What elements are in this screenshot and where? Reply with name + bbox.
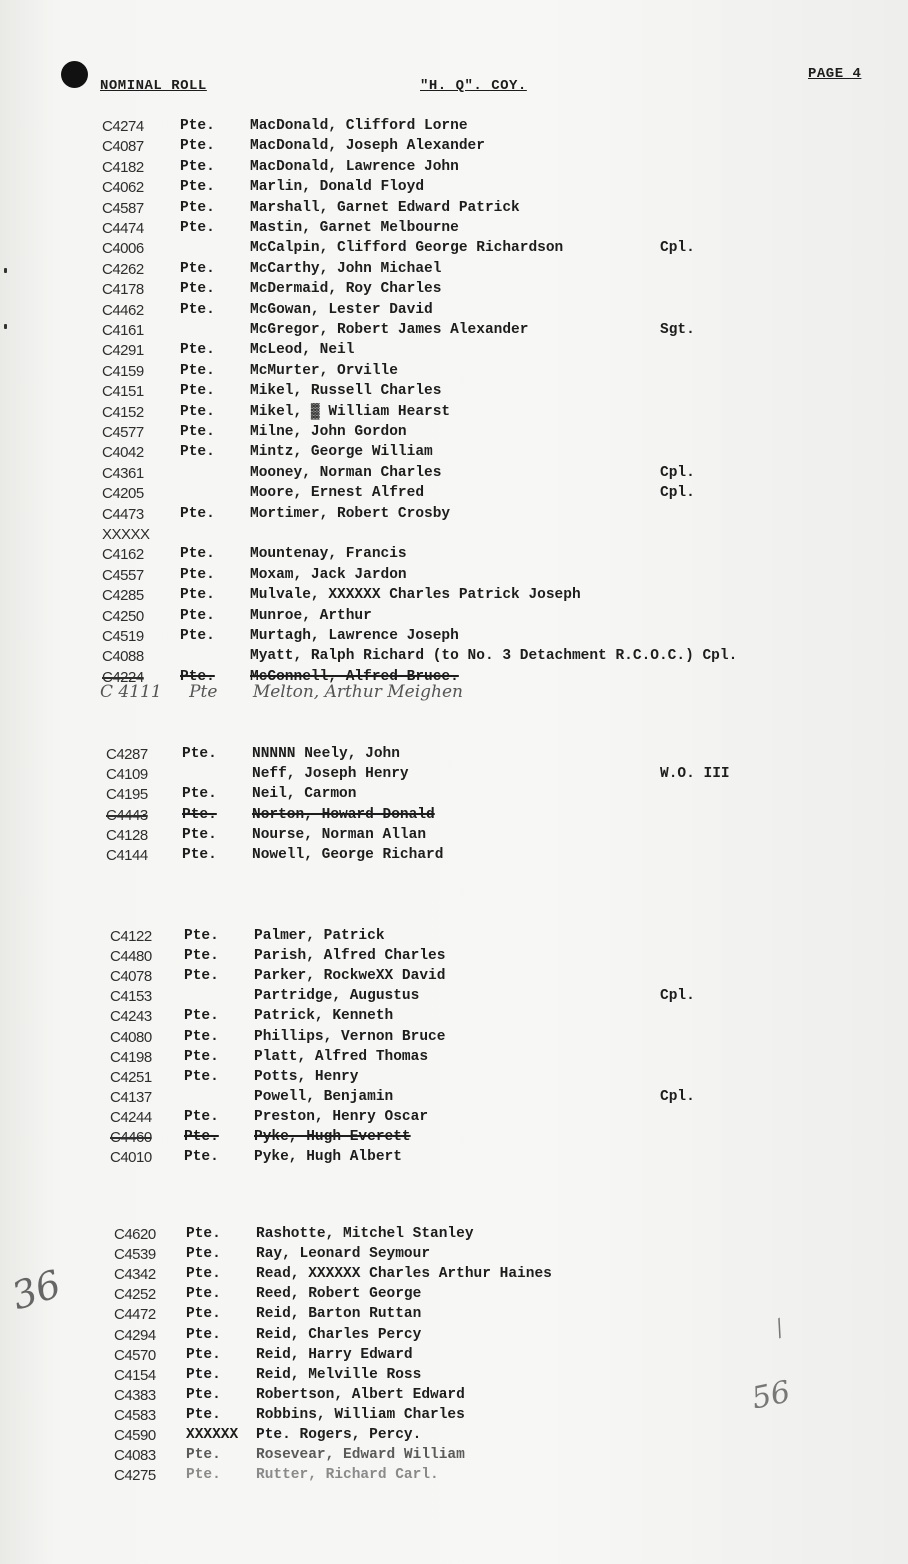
soldier-name: Mintz, George William: [250, 444, 433, 461]
service-number: C4088: [102, 648, 144, 666]
rank: Pte.: [180, 118, 215, 134]
service-number: C4557: [102, 566, 144, 584]
rank: Pte.: [186, 1467, 221, 1484]
rank: Pte.: [184, 948, 219, 965]
roll-entry: [0, 786, 908, 806]
service-number: C4539: [114, 1246, 156, 1264]
roll-entry: [0, 587, 908, 607]
service-number: C4010: [110, 1149, 152, 1167]
service-number: XXXXX: [102, 526, 150, 543]
soldier-name: Ray, Leonard Seymour: [256, 1246, 431, 1263]
rank: Pte.: [186, 1447, 221, 1464]
roll-entry: [0, 159, 908, 179]
service-number: C4154: [114, 1366, 156, 1384]
margin-mark-left: 36: [6, 1261, 66, 1319]
rank-note: Cpl.: [660, 1088, 695, 1105]
soldier-name: McCalpin, Clifford George Richardson: [250, 240, 564, 257]
roll-entry: [0, 1266, 908, 1286]
service-number: C4262: [102, 260, 144, 278]
rank: Pte.: [184, 1048, 219, 1065]
roll-entry: [0, 302, 908, 322]
rank: Pte.: [184, 928, 219, 944]
soldier-name: Mortimer, Robert Crosby: [250, 505, 451, 522]
roll-entry: [0, 847, 908, 867]
soldier-name: MacDonald, Lawrence John: [250, 158, 459, 175]
soldier-name: Mountenay, Francis: [250, 546, 407, 563]
service-number: C4473: [102, 505, 144, 523]
service-number: C4519: [102, 628, 144, 645]
service-number: C4342: [114, 1266, 156, 1284]
rank: Pte.: [186, 1246, 221, 1263]
rank: Pte.: [180, 587, 215, 604]
soldier-name: McMurter, Orville: [250, 362, 398, 379]
roll-entry: [0, 1447, 908, 1467]
soldier-name: Nowell, George Richard: [252, 847, 444, 863]
soldier-name: Palmer, Patrick: [254, 928, 385, 944]
roll-entry: [0, 766, 908, 786]
soldier-name: Nourse, Norman Allan: [252, 826, 427, 843]
roll-entry: [0, 465, 908, 485]
soldier-name: Reid, Harry Edward: [256, 1346, 413, 1363]
rank: Pte.: [184, 1129, 219, 1145]
service-number: C4587: [102, 199, 144, 217]
handwritten-rank: Pte: [189, 682, 218, 702]
service-number: C4472: [114, 1306, 156, 1324]
service-number: C4443: [106, 806, 148, 824]
soldier-name: Potts, Henry: [254, 1068, 359, 1085]
margin-mark-right: 56: [748, 1374, 794, 1417]
roll-entry: [0, 988, 908, 1008]
soldier-name: Munroe, Arthur: [250, 607, 372, 624]
roll-entry: [0, 281, 908, 301]
rank: XXXXXX: [186, 1427, 239, 1443]
roll-entry: [0, 546, 908, 566]
service-number: C4109: [106, 766, 148, 784]
roll-entry: [0, 1427, 908, 1447]
rank: Pte.: [180, 138, 215, 155]
soldier-name: McCarthy, John Michael: [250, 260, 442, 277]
roll-entry: [0, 1089, 908, 1109]
rank-note: Cpl.: [660, 240, 695, 257]
service-number: C4287: [106, 746, 148, 763]
service-number: C4182: [102, 158, 144, 176]
rank: Pte.: [186, 1406, 221, 1423]
soldier-name: Neil, Carmon: [252, 786, 357, 803]
soldier-name: Mikel, Russell Charles: [250, 383, 442, 400]
service-number: C4577: [102, 424, 144, 441]
soldier-name: Mikel, ▓ William Hearst: [250, 403, 451, 420]
roll-entry: [0, 608, 908, 628]
soldier-name: Mastin, Garnet Melbourne: [250, 220, 459, 236]
roll-entry: [0, 261, 908, 281]
rank: Pte.: [184, 1068, 219, 1085]
service-number: C4291: [102, 342, 144, 360]
rank: Pte.: [182, 786, 217, 803]
rank: Pte.: [182, 806, 217, 823]
service-number: C4620: [114, 1226, 156, 1243]
roll-entry: [0, 1246, 908, 1266]
rank: Pte.: [184, 1028, 219, 1045]
rank: Pte.: [180, 668, 215, 685]
handwritten-entry: [100, 682, 463, 702]
rank: Pte.: [186, 1306, 221, 1323]
roll-entry: [0, 444, 908, 464]
rank: Pte.: [186, 1226, 221, 1242]
service-number: C4159: [102, 362, 144, 380]
service-number: C4570: [114, 1346, 156, 1364]
rank: Pte.: [180, 199, 215, 216]
service-number: C4583: [114, 1406, 156, 1424]
soldier-name: Rutter, Richard Carl.: [256, 1467, 439, 1484]
roll-entry: [0, 1467, 908, 1487]
rank: Pte.: [184, 1008, 219, 1025]
roll-entry: [0, 1327, 908, 1347]
soldier-name: Rosevear, Edward William: [256, 1447, 465, 1464]
service-number: C4244: [110, 1108, 152, 1126]
service-number: C4462: [102, 301, 144, 319]
soldier-name: Patrick, Kenneth: [254, 1008, 394, 1025]
roll-entry: [0, 567, 908, 587]
soldier-name: Reed, Robert George: [256, 1286, 422, 1303]
roll-entry: [0, 363, 908, 383]
roll-entry: [0, 118, 908, 138]
company-label: "H. Q". COY.: [420, 78, 527, 94]
soldier-name: Preston, Henry Oscar: [254, 1108, 429, 1125]
rank-note: Cpl.: [660, 485, 695, 502]
service-number: C4294: [114, 1326, 156, 1344]
service-number: C4383: [114, 1386, 156, 1404]
rank: Pte.: [180, 220, 215, 236]
soldier-name: Powell, Benjamin: [254, 1088, 394, 1105]
roll-entry: [0, 383, 908, 403]
soldier-name: Murtagh, Lawrence Joseph: [250, 628, 459, 644]
soldier-name: Parish, Alfred Charles: [254, 948, 446, 965]
soldier-name: McLeod, Neil: [250, 342, 355, 359]
rank: Pte.: [186, 1266, 221, 1283]
service-number: C4162: [102, 546, 144, 564]
service-number: C4144: [106, 847, 148, 864]
roll-entry: [0, 485, 908, 505]
roll-entry: [0, 138, 908, 158]
rank: Pte.: [180, 383, 215, 400]
rank-note: W.O. III: [660, 766, 730, 783]
service-number: C4083: [114, 1447, 156, 1465]
service-number: C4195: [106, 786, 148, 804]
service-number: C4205: [102, 485, 144, 503]
soldier-name: Pyke, Hugh Everett: [254, 1129, 411, 1145]
roll-entry: [0, 1049, 908, 1069]
rank: Pte.: [184, 1108, 219, 1125]
handwritten-name: Melton, Arthur Meighen: [252, 682, 463, 702]
roll-entry: [0, 1149, 908, 1169]
rank: Pte.: [182, 746, 217, 762]
service-number: C4087: [102, 138, 144, 156]
roll-entry: [0, 526, 908, 546]
roll-entry: [0, 1069, 908, 1089]
service-number: C4062: [102, 179, 144, 197]
service-number: C4137: [110, 1088, 152, 1106]
service-number: C4243: [110, 1008, 152, 1026]
roll-entry: [0, 1226, 908, 1246]
roll-entry: [0, 506, 908, 526]
rank: Pte.: [180, 281, 215, 298]
rank: Pte.: [180, 505, 215, 522]
soldier-name: McGowan, Lester David: [250, 301, 433, 318]
service-number: C4480: [110, 948, 152, 966]
soldier-name: Myatt, Ralph Richard (to No. 3 Detachment R.C.O.C.) Cpl.: [250, 648, 738, 665]
roll-entry: [0, 746, 908, 766]
rank: Pte.: [186, 1366, 221, 1383]
service-number: C4250: [102, 607, 144, 625]
soldier-name: Marlin, Donald Floyd: [250, 179, 425, 196]
soldier-name: Moore, Ernest Alfred: [250, 485, 425, 502]
soldier-name: McConnell, Alfred Bruce.: [250, 668, 459, 685]
service-number: C4224: [102, 668, 144, 686]
soldier-name: Parker, RockweXX David: [254, 968, 446, 985]
service-number: C4161: [102, 322, 144, 339]
service-number: C4274: [102, 118, 144, 135]
roll-entry: [0, 628, 908, 648]
service-number: C4080: [110, 1028, 152, 1046]
soldier-name: Milne, John Gordon: [250, 424, 407, 440]
service-number: C4198: [110, 1048, 152, 1066]
service-number: C4285: [102, 587, 144, 605]
service-number: C4151: [102, 383, 144, 401]
soldier-name: McDermaid, Roy Charles: [250, 281, 442, 298]
rank: Pte.: [186, 1346, 221, 1363]
soldier-name: Mooney, Norman Charles: [250, 464, 442, 481]
soldier-name: Moxam, Jack Jardon: [250, 566, 407, 583]
rank: Pte.: [184, 968, 219, 985]
rank: Pte.: [180, 179, 215, 196]
soldier-name: MacDonald, Joseph Alexander: [250, 138, 485, 155]
rank: Pte.: [180, 301, 215, 318]
rank: Pte.: [180, 546, 215, 563]
roll-entry: [0, 342, 908, 362]
soldier-name: Rashotte, Mitchel Stanley: [256, 1226, 474, 1242]
roll-entry: [0, 322, 908, 342]
rank: Pte.: [180, 628, 215, 644]
roll-title: NOMINAL ROLL: [100, 78, 207, 94]
soldier-name: Read, XXXXXX Charles Arthur Haines: [256, 1266, 552, 1283]
margin-tick: /: [770, 1315, 790, 1342]
service-number: C4042: [102, 444, 144, 462]
soldier-name: NNNNN Neely, John: [252, 746, 400, 762]
soldier-name: Pyke, Hugh Albert: [254, 1149, 402, 1166]
rank: Pte.: [186, 1286, 221, 1303]
soldier-name: Robbins, William Charles: [256, 1406, 465, 1423]
service-number: C4078: [110, 968, 152, 986]
soldier-name: Reid, Charles Percy: [256, 1326, 422, 1343]
service-number: C4006: [102, 240, 144, 258]
rank: Pte.: [180, 566, 215, 583]
rank: Pte.: [184, 1149, 219, 1166]
rank-note: Cpl.: [660, 988, 695, 1005]
roll-entry: [0, 1029, 908, 1049]
rank-note: Cpl.: [660, 464, 695, 481]
service-number: C4128: [106, 826, 148, 844]
soldier-name: MacDonald, Clifford Lorne: [250, 118, 468, 134]
rank: Pte.: [186, 1386, 221, 1403]
service-number: C4474: [102, 220, 144, 237]
roll-entry: [0, 424, 908, 444]
service-number: C4590: [114, 1427, 156, 1444]
roll-entry: [0, 179, 908, 199]
rank: Pte.: [180, 342, 215, 359]
service-number: C4275: [114, 1467, 156, 1485]
rank: Pte.: [180, 260, 215, 277]
roll-entry: [0, 240, 908, 260]
service-number: C4361: [102, 464, 144, 482]
service-number: C4252: [114, 1286, 156, 1304]
roll-entry: [0, 200, 908, 220]
rank: Pte.: [180, 444, 215, 461]
service-number: C4152: [102, 403, 144, 421]
roll-entry: [0, 928, 908, 948]
rank: Pte.: [182, 847, 217, 863]
rank: Pte.: [180, 403, 215, 420]
soldier-name: Phillips, Vernon Bruce: [254, 1028, 446, 1045]
roll-entry: [0, 1109, 908, 1129]
soldier-name: Marshall, Garnet Edward Patrick: [250, 199, 520, 216]
soldier-name: Norton, Howard Donald: [252, 806, 435, 823]
soldier-name: Neff, Joseph Henry: [252, 766, 409, 783]
roll-entry: [0, 1129, 908, 1149]
rank: Pte.: [182, 826, 217, 843]
service-number: C4251: [110, 1068, 152, 1086]
rank-note: Sgt.: [660, 322, 695, 338]
page-number: PAGE 4: [808, 66, 862, 82]
handwritten-num: C 4111: [100, 682, 162, 702]
roll-entry: [0, 968, 908, 988]
soldier-name: Mulvale, XXXXXX Charles Patrick Joseph: [250, 587, 581, 604]
roll-entry: [0, 1347, 908, 1367]
rank: Pte.: [186, 1326, 221, 1343]
rank: Pte.: [180, 158, 215, 175]
rank: Pte.: [180, 362, 215, 379]
service-number: C4122: [110, 928, 152, 945]
roll-entry: [0, 807, 908, 827]
soldier-name: Partridge, Augustus: [254, 988, 420, 1005]
roll-entry: [0, 1008, 908, 1028]
punch-hole: [61, 61, 88, 88]
soldier-name: McGregor, Robert James Alexander: [250, 322, 529, 338]
roll-entry: [0, 220, 908, 240]
roll-entry: [0, 948, 908, 968]
service-number: C4460: [110, 1129, 152, 1146]
roll-entry: [0, 404, 908, 424]
soldier-name: Reid, Barton Ruttan: [256, 1306, 422, 1323]
service-number: C4153: [110, 988, 152, 1006]
soldier-name: Reid, Melville Ross: [256, 1366, 422, 1383]
roll-entry: [0, 648, 908, 668]
soldier-name: Robertson, Albert Edward: [256, 1386, 465, 1403]
roll-entry: [0, 827, 908, 847]
soldier-name: Pte. Rogers, Percy.: [256, 1427, 422, 1443]
service-number: C4178: [102, 281, 144, 299]
roll-entry: [0, 1286, 908, 1306]
rank: Pte.: [180, 607, 215, 624]
soldier-name: Platt, Alfred Thomas: [254, 1048, 429, 1065]
rank: Pte.: [180, 424, 215, 440]
